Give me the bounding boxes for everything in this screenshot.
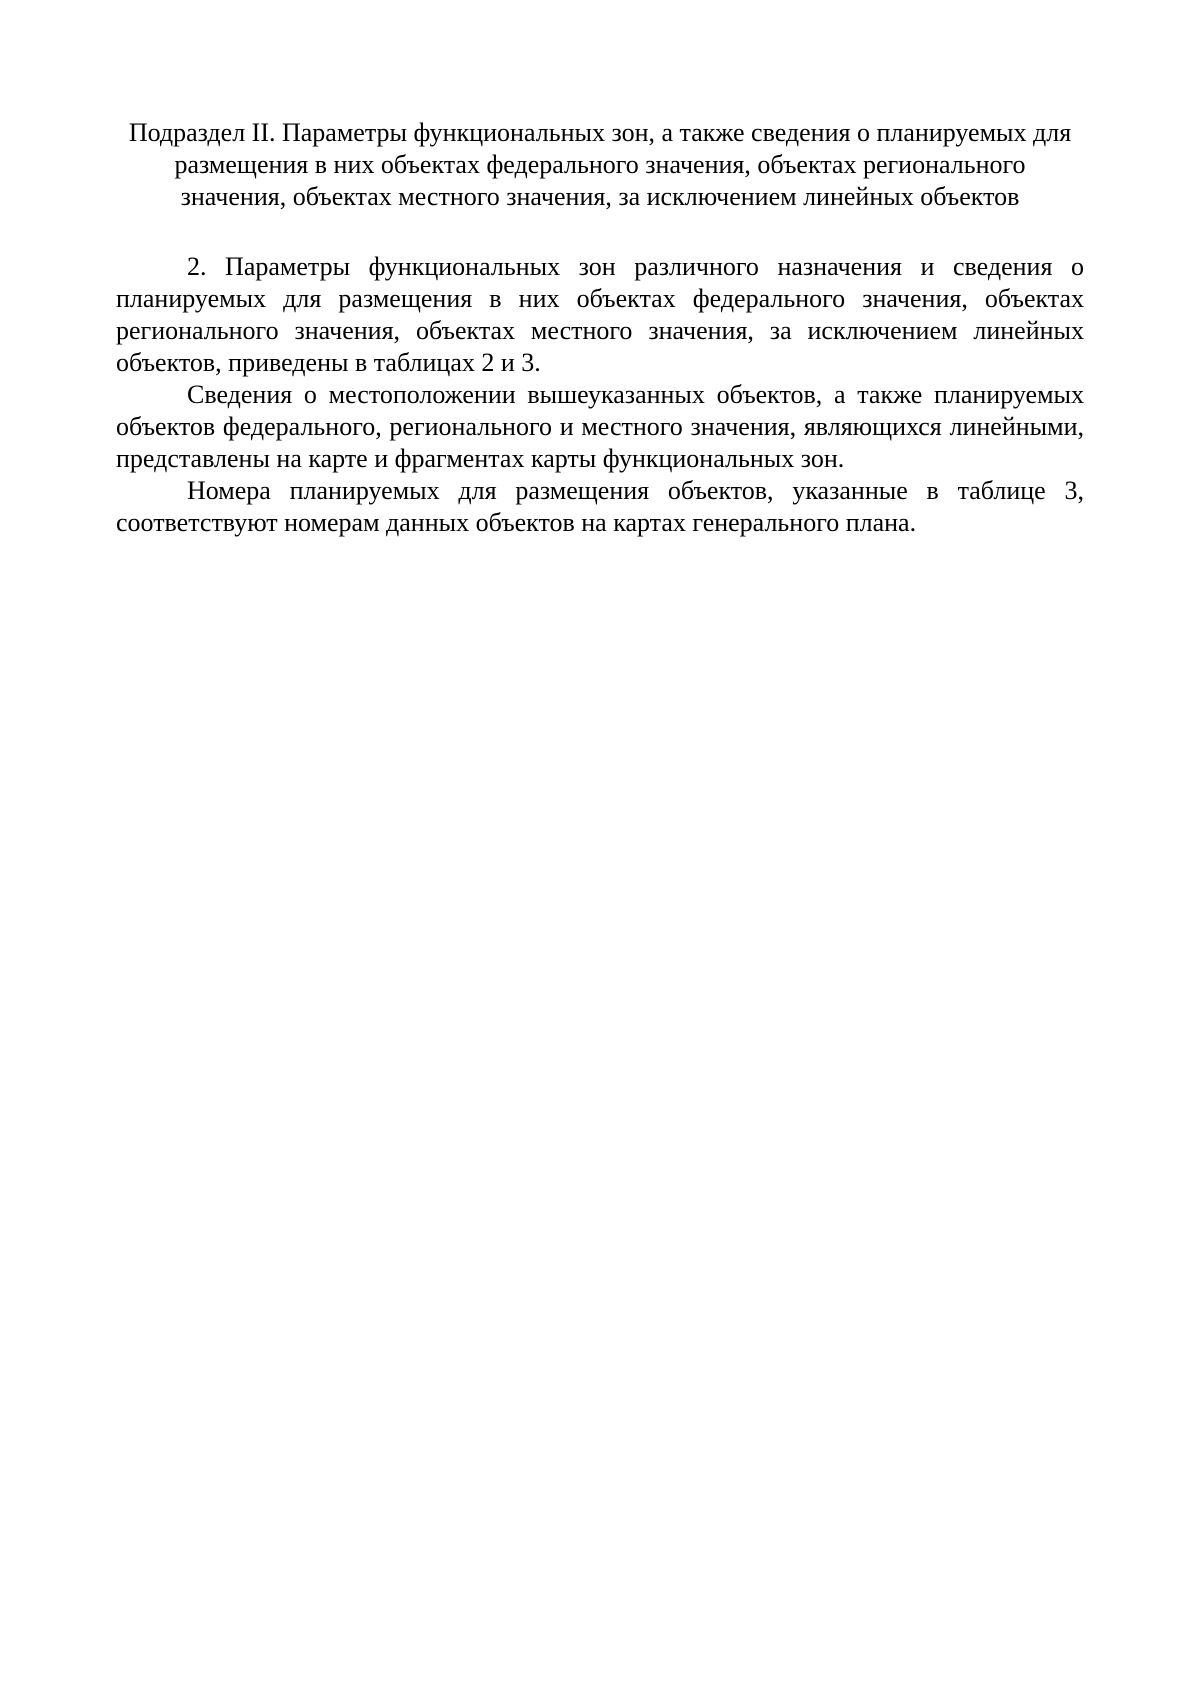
paragraph-numbers: Номера планируемых для размещения объектов, указанные в таблице 3, соответствуют номерам данных объектов на картах генерального плана. [116,476,1084,537]
paragraph-location: Сведения о местоположении вышеуказанных объектов, а также планируемых объектов федерального, регионального и местного значения, являющихся линейными, представлены на карте и фрагментах карты функциональных зон. [116,380,1084,473]
section-title-line-1: Подраздел II. Параметры функциональных зон, а также сведения о планируемых для [128,118,1072,147]
document-content [116,117,1084,539]
section-title [116,117,1084,213]
section-title-line-3: значения, объектах местного значения, за исключением линейных объектов [180,182,1020,211]
paragraph-parameters: 2. Параметры функциональных зон различного назначения и сведения о планируемых для размещения в них объектах федерального значения, объектах регионального значения, объектах местного значения, за исключением линейных объектов, приведены в таблицах 2 и 3. [116,252,1084,377]
body-text [116,251,1084,539]
section-title-line-2: размещения в них объектах федерального значения, объектах регионального [174,150,1026,179]
